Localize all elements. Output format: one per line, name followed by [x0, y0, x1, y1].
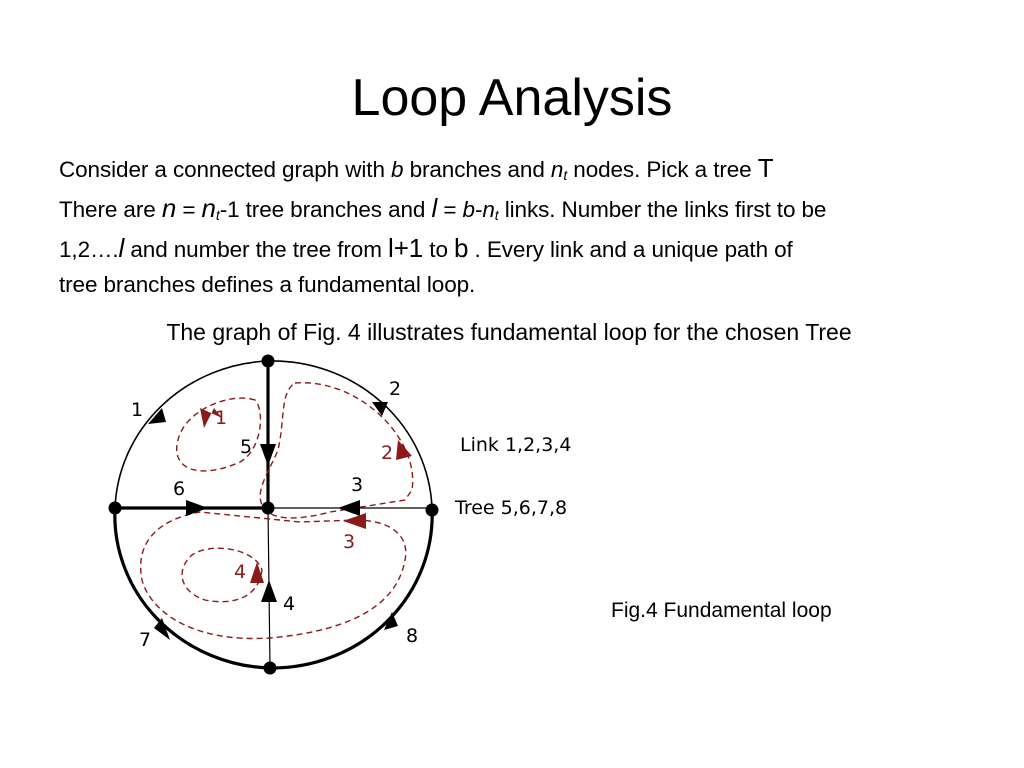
- node-center: [262, 502, 275, 515]
- paragraph-line-4: tree branches defines a fundamental loop.: [59, 272, 476, 297]
- loop-2-arrow: [396, 440, 412, 460]
- node-left: [109, 502, 122, 515]
- edge-4-arrow: [261, 580, 277, 602]
- edge-5-arrow: [260, 444, 276, 466]
- links-label: Link 1,2,3,4: [460, 434, 572, 456]
- loop-label-4: 4: [234, 561, 247, 583]
- loop-label-3: 3: [343, 531, 356, 553]
- tree-label: Tree 5,6,7,8: [455, 497, 568, 519]
- branch-label-8: 8: [406, 625, 419, 647]
- edge-3-arrow: [338, 500, 360, 516]
- loop-label-1: 1: [215, 407, 228, 429]
- loop-3-arrow: [343, 513, 366, 529]
- branch-label-3: 3: [351, 474, 364, 496]
- node-bottom: [264, 662, 277, 675]
- branch-label-5: 5: [240, 436, 253, 458]
- loop-label-2: 2: [381, 442, 394, 464]
- node-top: [262, 355, 275, 368]
- graph-caption: The graph of Fig. 4 illustrates fundamental loop for the chosen Tree: [166, 319, 852, 345]
- branch-label-7: 7: [139, 629, 152, 651]
- figure-caption: Fig.4 Fundamental loop: [611, 599, 832, 622]
- branch-label-1: 1: [131, 399, 144, 421]
- edge-2-arrow: [372, 402, 388, 416]
- paragraph-line-2: There are $n = n_t-1$ tree branches and $l = b-n_t$ links. Number the links first to be: [59, 193, 827, 223]
- node-right: [426, 504, 439, 517]
- slide-title: Loop Analysis: [351, 69, 673, 127]
- branch-label-6: 6: [173, 478, 186, 500]
- branch-label-2: 2: [389, 378, 402, 400]
- branch-label-4: 4: [283, 593, 296, 615]
- edge-6-arrow: [186, 500, 208, 516]
- loop-3-path: [141, 512, 406, 639]
- edge-1: [115, 361, 268, 508]
- loop-4-path: [182, 548, 262, 601]
- edge-2: [268, 361, 432, 508]
- paragraph-line-3: 1,2….l and number the tree from l+1 to b . Every link and a unique path of: [59, 233, 793, 263]
- paragraph-line-1: Consider a connected graph with b branches and $n_t$ nodes. Pick a tree T: [59, 153, 774, 183]
